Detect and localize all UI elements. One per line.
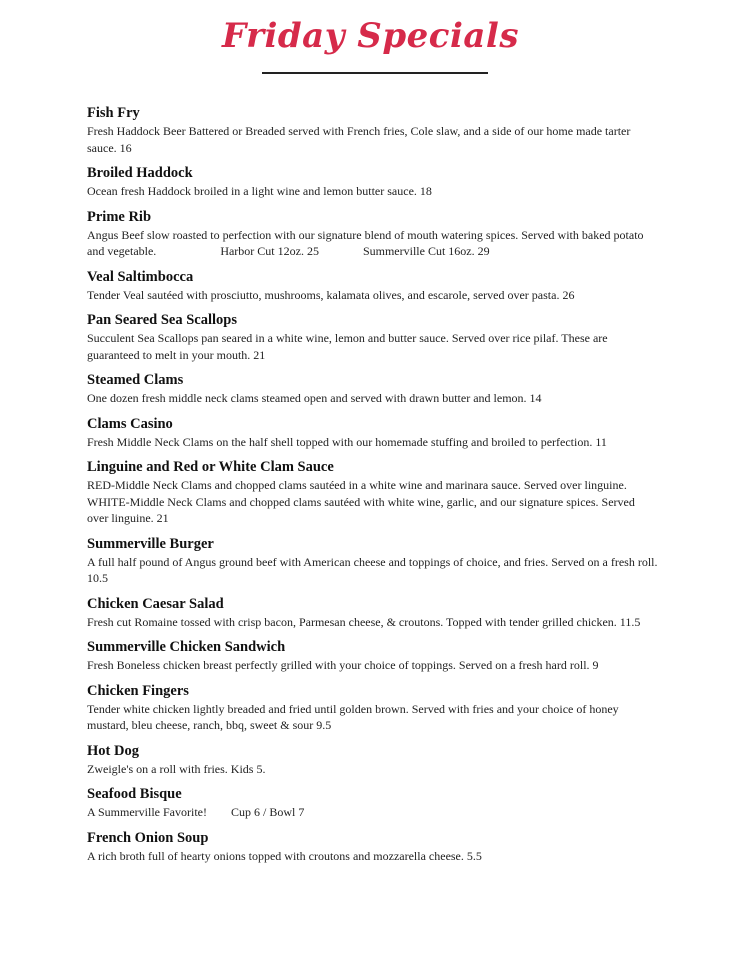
item-name: Veal Saltimbocca: [87, 268, 194, 285]
item-name: Clams Casino: [87, 415, 173, 432]
menu-item-linguine-clam-sauce: [87, 458, 659, 527]
item-name: Chicken Caesar Salad: [87, 595, 224, 612]
title-underline: [262, 72, 488, 74]
item-description: Tender Veal sautéed with prosciutto, mushrooms, kalamata olives, and escarole, served over pasta. 26: [87, 287, 575, 302]
item-description: RED-Middle Neck Clams and chopped clams sautéed in a white wine and marinara sauce. Served over linguine. WHITE-Middle Neck Clams and chopped clams sautéed with white wine, garlic, and our signature spices. Served over linguine. 21: [87, 478, 635, 525]
item-description: A rich broth full of hearty onions topped with croutons and mozzarella cheese. 5.5: [87, 848, 482, 863]
item-name: Linguine and Red or White Clam Sauce: [87, 459, 334, 475]
item-name: Summerville Burger: [87, 535, 214, 552]
menu-item-chicken-sandwich: [87, 638, 659, 674]
specials-list: [87, 104, 659, 872]
item-description: A Summerville Favorite!: [87, 805, 207, 819]
item-description-block: [87, 804, 659, 821]
item-option-harbor-cut: Harbor Cut 12oz. 25: [220, 244, 319, 258]
item-name: Steamed Clams: [87, 372, 184, 388]
menu-item-french-onion-soup: [87, 829, 659, 865]
item-description: Fresh Boneless chicken breast perfectly grilled with your choice of toppings. Served on a fresh hard roll. 9: [87, 658, 599, 672]
menu-item-chicken-caesar-salad: [87, 595, 659, 631]
item-description: Angus Beef slow roasted to perfection with our signature blend of mouth watering spices. Served with baked potato and vegetable.: [87, 227, 644, 258]
item-description: A full half pound of Angus ground beef with American cheese and toppings of choice, and fries. Served on a fresh roll. 10.5: [87, 554, 658, 585]
item-name: Seafood Bisque: [87, 786, 182, 802]
item-description: Ocean fresh Haddock broiled in a light wine and lemon butter sauce. 18: [87, 184, 432, 198]
item-description: Tender white chicken lightly breaded and fried until golden brown. Served with fries and your choice of honey mustard, bleu cheese, ranch, bbq, sweet & sour 9.5: [87, 701, 619, 732]
menu-item-veal-saltimbocca: [87, 268, 659, 304]
item-name: Summerville Chicken Sandwich: [87, 639, 286, 655]
page-title: Friday Specials: [222, 16, 519, 56]
item-description: Fresh Middle Neck Clams on the half shell topped with our homemade stuffing and broiled to perfection. 11: [87, 434, 607, 449]
menu-item-seafood-bisque: [87, 785, 659, 821]
item-name: Prime Rib: [87, 208, 152, 225]
menu-item-chicken-fingers: [87, 682, 659, 734]
item-name: Pan Seared Sea Scallops: [87, 312, 237, 328]
menu-item-clams-casino: [87, 415, 659, 451]
item-description-block: [87, 227, 659, 260]
item-name: Chicken Fingers: [87, 682, 189, 699]
item-option-summerville-cut: Summerville Cut 16oz. 29: [362, 244, 490, 258]
item-name: Hot Dog: [87, 742, 139, 759]
menu-item-steamed-clams: [87, 371, 659, 407]
item-name: Broiled Haddock: [87, 165, 193, 181]
item-name: French Onion Soup: [87, 829, 209, 846]
menu-item-sea-scallops: [87, 311, 659, 363]
item-name: Fish Fry: [87, 105, 140, 121]
menu-item-fish-fry: [87, 104, 659, 156]
item-description: Zweigle's on a roll with fries. Kids 5.: [87, 761, 266, 776]
menu-item-prime-rib: [87, 208, 659, 260]
menu-item-summerville-burger: [87, 535, 659, 587]
menu-item-broiled-haddock: [87, 164, 659, 200]
item-description: One dozen fresh middle neck clams steamed open and served with drawn butter and lemon. 14: [87, 391, 542, 405]
item-description: Fresh Haddock Beer Battered or Breaded served with French fries, Cole slaw, and a side of our home made tarter sauce. 16: [87, 124, 631, 155]
item-description: Fresh cut Romaine tossed with crisp bacon, Parmesan cheese, & croutons. Topped with tender grilled chicken. 11.5: [87, 614, 641, 629]
item-option-cup-bowl: Cup 6 / Bowl 7: [230, 805, 305, 819]
menu-item-hot-dog: [87, 742, 659, 778]
item-description: Succulent Sea Scallops pan seared in a white wine, lemon and butter sauce. Served over rice pilaf. These are guaranteed to melt in your mouth. 21: [87, 331, 608, 362]
